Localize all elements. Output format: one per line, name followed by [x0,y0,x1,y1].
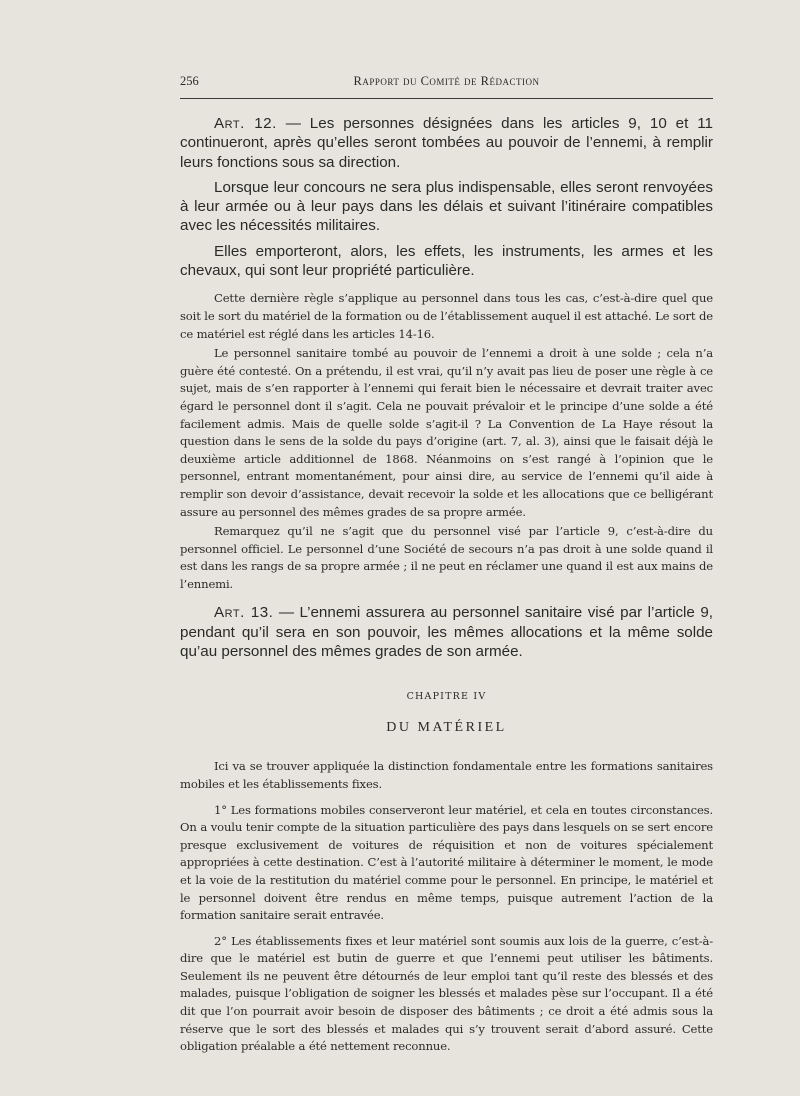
commentary-paragraph: 2° Les établissements fixes et leur matériel sont soumis aux lois de la guerre, c’est-à-dire que le matériel est butin de guerre et que l’ennemi peut utiliser les bâtiments. Seulement ils ne peuvent être détournés de leur emploi tant qu’il reste des blessés et des malades, puisque l’obligation de soigner les blessés et malades pèse sur l’occupant. Il a été dit que l’on pourrait avoir besoin de disposer des bâtiments ; ce droit a été admis sous la réserve que le sort des blessés et malades qui s’y trouvent serait d’abord assuré. Cette obligation préalable a été nettement reconnue. [180,933,713,1054]
running-title: Rapport du Comité de Rédaction [353,74,540,88]
chapter-title: DU MATÉRIEL [386,720,507,736]
commentary-paragraph: 1° Les formations mobiles conserveront leur matériel, et cela en toutes circonstances. On a voulu tenir compte de la situation particulière des pays dans lesquels on se sert encore presque exclusivement de voitures de réquisition et non de voitures spécialement appropriées à cette destination. C’est à l’autorité militaire à déterminer le moment, le mode et la voie de la restitution du matériel comme pour le personnel. En principe, le matériel et le personnel doivent être rendus en même temps, puisque autrement l’action de la formation sanitaire serait entravée. [180,802,713,923]
commentary-paragraph: Remarquez qu’il ne s’agit que du personnel visé par l’article 9, c’est-à-dire du personnel officiel. Le personnel d’une Société de secours n’a pas droit à une solde quand il est dans les rangs de sa propre armée ; il ne peut en réclamer une quand il est aux mains de l’ennemi. [180,524,713,591]
header-rule [180,98,713,99]
article-13-paragraph [180,603,713,661]
article-12-text: — Les personnes désignées dans les articles 9, 10 et 11 continueront, après qu’elles seront tombées au pouvoir de l’ennemi, à remplir leurs fonctions sous sa direction. [180,115,713,171]
page-number: 256 [180,74,199,88]
commentary-paragraph: Le personnel sanitaire tombé au pouvoir de l’ennemi a droit à une solde ; cela n’a guère été contesté. On a prétendu, il est vrai, qu’il n’y avait pas lieu de poser une règle à ce sujet, mais de s’en rapporter à l’ennemi qui ferait bien le nécessaire et devrait traiter avec égard le personnel dont il s’agit. Cela ne pouvait prévaloir et le principe d’une solde a été facilement admis. Mais de quelle solde s’agit-il ? La Convention de La Haye résout la question dans le sens de la solde du pays d’origine (art. 7, al. 3), ainsi que le faisait déjà le deuxième article additionnel de 1868. Néanmoins on s’est rangé à l’opinion que le personnel, entrant momentanément, pour ainsi dire, au service de l’ennemi qu’il aide à remplir son devoir d’assistance, devait recevoir la solde et les allocations que ce belligérant assure au personnel des mêmes grades de sa propre armée. [180,346,713,519]
page-body [180,114,713,1056]
chapter-number: CHAPITRE IV [406,691,487,703]
commentary-paragraph: Ici va se trouver appliquée la distinction fondamentale entre les formations sanitaires mobiles et les établissements fixes. [180,759,713,791]
commentary-paragraph: Cette dernière règle s’applique au personnel dans tous les cas, c’est-à-dire quel que soit le sort du matériel de la formation ou de l’établissement auquel il est attaché. Le sort de ce matériel est réglé dans les articles 14-16. [180,291,713,341]
article-12-paragraph-2: Lorsque leur concours ne sera plus indispensable, elles seront renvoyées à leur armée ou à leur pays dans les délais et suivant l’itinéraire compatibles avec les nécessités militaires. [180,178,713,235]
article-13-text: — L’ennemi assurera au personnel sanitaire visé par l’article 9, pendant qu’il sera en son pouvoir, les mêmes allocations et la même solde qu’au personnel des mêmes grades de son armée. [180,604,713,661]
article-13-label: Art. 13. [214,604,274,622]
article-12-paragraph-3: Elles emporteront, alors, les effets, les instruments, les armes et les chevaux, qui sont leur propriété particulière. [180,242,713,280]
article-12-label: Art. 12. [214,115,277,132]
article-12-paragraph [180,114,713,172]
